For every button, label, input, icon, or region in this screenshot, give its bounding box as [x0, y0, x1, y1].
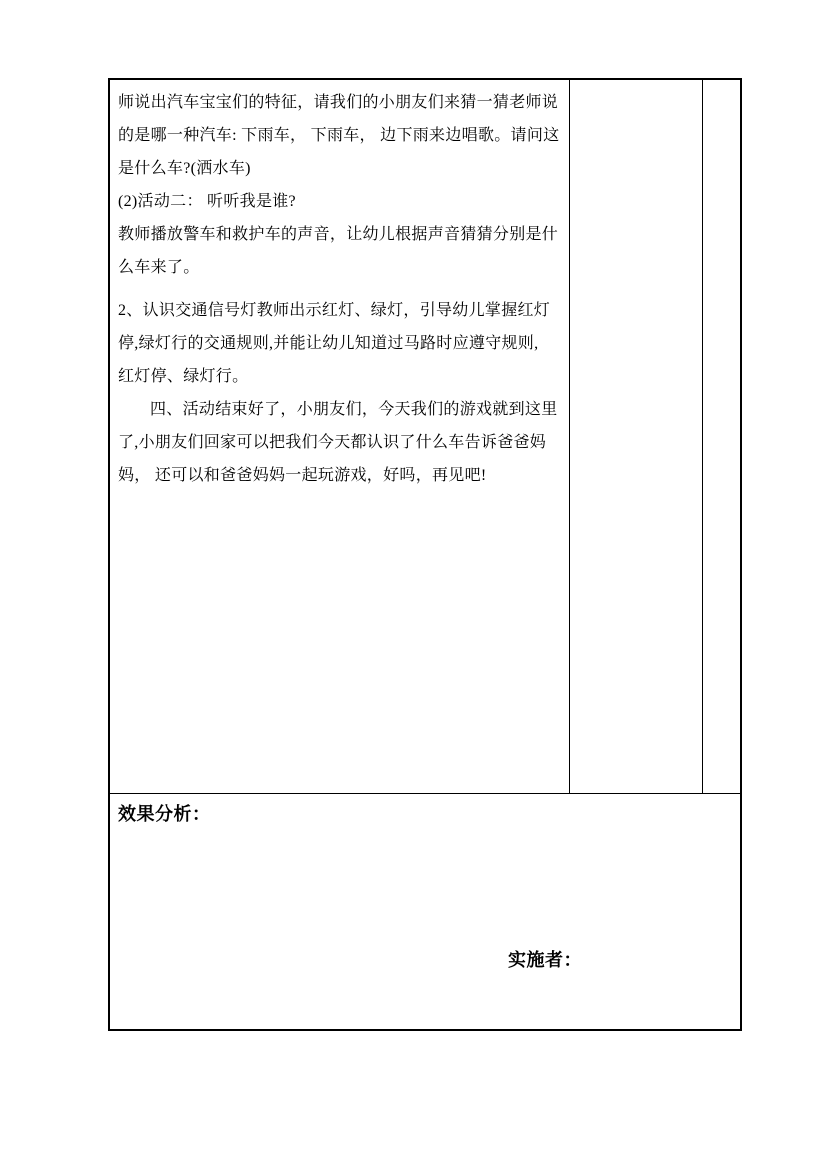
- paragraph-traffic-lights: [118, 294, 563, 393]
- notes-column-cell: [570, 80, 703, 793]
- lesson-text-line: 么车来了。: [118, 259, 200, 276]
- lesson-content-cell: [110, 80, 570, 793]
- lesson-text-line: 四、活动结束好了，小朋友们，今天我们的游戏就到这里: [150, 401, 558, 418]
- lesson-content-row: [110, 80, 740, 794]
- paragraph-guess-game: [118, 86, 563, 185]
- lesson-text-line: (2)活动二： 听听我是谁?: [118, 193, 296, 210]
- paragraph-activity-two-title: [118, 185, 563, 218]
- lesson-text-line: 红灯停、绿灯行。: [118, 368, 249, 385]
- lesson-text-line: 师说出汽车宝宝们的特征，请我们的小朋友们来猜一猜老师说: [118, 94, 559, 111]
- lesson-plan-table: [108, 78, 742, 1031]
- lesson-text-line: 的是哪一种汽车: 下雨车， 下雨车， 边下雨来边唱歌。请问这: [118, 127, 560, 144]
- paragraph-activity-end: [118, 393, 563, 492]
- lesson-text-line: 是什么车?(洒水车): [118, 160, 251, 177]
- lesson-text-line: 了,小朋友们回家可以把我们今天都认识了什么车告诉爸爸妈: [118, 434, 547, 451]
- lesson-text-line: 妈， 还可以和爸爸妈妈一起玩游戏，好吗，再见吧!: [118, 467, 487, 484]
- narrow-column-cell: [703, 80, 740, 793]
- lesson-text-line: 停,绿灯行的交通规则,并能让幼儿知道过马路时应遵守规则,: [118, 335, 539, 352]
- lesson-text-line: 2、认识交通信号灯教师出示红灯、绿灯，引导幼儿掌握红灯: [118, 302, 551, 319]
- paragraph-activity-two-body: [118, 218, 563, 284]
- implementer-label: 实施者：: [508, 950, 582, 970]
- lesson-text-line: 教师播放警车和救护车的声音，让幼儿根据声音猜猜分别是什: [118, 226, 559, 243]
- effect-analysis-row: [110, 794, 740, 1029]
- effect-analysis-label: 效果分析：: [118, 804, 211, 824]
